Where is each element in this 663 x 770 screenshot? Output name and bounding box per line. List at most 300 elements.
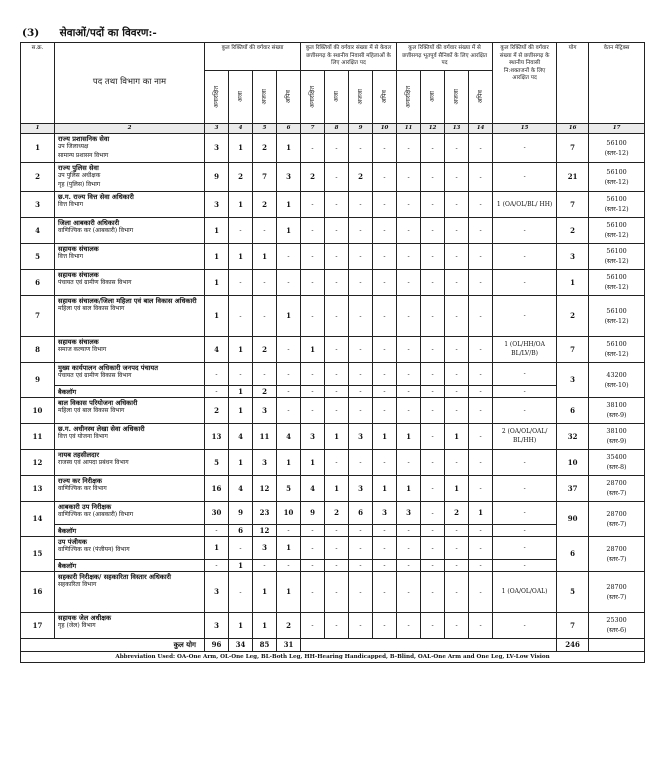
- vacancy-value: -: [349, 536, 373, 559]
- row-total: 10: [557, 449, 589, 475]
- serial-number: 1: [21, 133, 55, 162]
- serial-number: 17: [21, 612, 55, 638]
- vacancy-value: -: [325, 362, 349, 385]
- vacancy-value: 1: [229, 612, 253, 638]
- column-number: 4: [229, 123, 253, 133]
- pay-level: (स्तर-10): [604, 380, 629, 389]
- vacancy-value: 7: [253, 162, 277, 191]
- vacancy-value: -: [373, 269, 397, 295]
- serial-number: 9: [21, 362, 55, 397]
- serial-number: 16: [21, 571, 55, 612]
- row-total: 2: [557, 295, 589, 336]
- abbreviation-note: Abbreviation Used: OA-One Arm, OL-One Leg, BL-Both Leg, HH-Hearing Handicapped, B-Blind, OAL-One Arm and One Leg, LV-Low Vision: [21, 651, 645, 662]
- backlog-value: 12: [253, 524, 277, 536]
- vacancy-value: -: [421, 397, 445, 423]
- vacancy-value: 1: [373, 475, 397, 501]
- vacancy-value: -: [349, 133, 373, 162]
- vacancy-value: -: [397, 133, 421, 162]
- backlog-value: -: [421, 385, 445, 397]
- vacancy-value: -: [301, 397, 325, 423]
- exarmy-vacancy-header: कुल रिक्तियों की वर्गवार संख्या में से छत्तीसगढ़ भूतपूर्व सैनिकों के लिए आरक्षित पद: [397, 43, 493, 71]
- pay-level: (स्तर-8): [606, 463, 627, 471]
- vacancy-value: -: [373, 295, 397, 336]
- vacancy-value: -: [397, 362, 421, 385]
- vacancy-value: -: [277, 243, 301, 269]
- vacancy-value: 4: [205, 336, 229, 362]
- vacancy-value: -: [229, 269, 253, 295]
- pay-level: (स्तर-7): [606, 519, 627, 528]
- vacancy-value: 3: [253, 536, 277, 559]
- backlog-value: -: [445, 559, 469, 571]
- post-title: आबकारी उप निरीक्षक: [58, 502, 112, 511]
- vacancy-value: -: [325, 571, 349, 612]
- disabled-vacancy: -: [493, 217, 557, 243]
- post-cell: [55, 162, 205, 191]
- vacancy-value: 1: [205, 243, 229, 269]
- pay-level: (स्तर-7): [606, 489, 627, 497]
- vacancy-value: -: [349, 571, 373, 612]
- post-title: राज्य पुलिस सेवा: [58, 163, 99, 172]
- cat-header: अनारक्षित: [301, 70, 325, 123]
- serial-number: 14: [21, 501, 55, 536]
- backlog-value: 2: [253, 385, 277, 397]
- vacancy-value: -: [421, 612, 445, 638]
- table-body: [21, 133, 645, 638]
- vacancy-value: -: [301, 362, 325, 385]
- vacancy-value: 1: [325, 423, 349, 449]
- post-department: पंचायत एवं ग्रामीण विकास विभाग: [58, 279, 132, 287]
- pay-level: (स्तर-6): [606, 626, 627, 634]
- post-title: राज्य कर निरीक्षक: [58, 476, 102, 485]
- vacancy-value: -: [421, 362, 445, 385]
- post-department: वाणिज्यिक कर (पंजीयन) विभाग: [58, 546, 130, 554]
- vacancy-value: 1: [205, 295, 229, 336]
- disabled-vacancy: -: [493, 295, 557, 336]
- cat-header: अपिव: [373, 70, 397, 123]
- table-row: [21, 571, 645, 612]
- vacancy-value: 1: [445, 475, 469, 501]
- sno-header: स.क्र.: [21, 43, 55, 124]
- backlog-value: -: [397, 524, 421, 536]
- pay-amount: 56100: [606, 138, 627, 147]
- serial-number: 10: [21, 397, 55, 423]
- post-cell: [55, 475, 205, 501]
- vacancy-value: 1: [229, 397, 253, 423]
- vacancy-value: -: [373, 397, 397, 423]
- vacancy-value: -: [445, 362, 469, 385]
- vacancy-value: -: [205, 362, 229, 385]
- vacancy-value: -: [349, 217, 373, 243]
- table-row: [21, 501, 645, 524]
- vacancy-value: -: [349, 243, 373, 269]
- backlog-value: -: [469, 524, 493, 536]
- vacancy-value: -: [349, 336, 373, 362]
- post-department: महिला एवं बाल विकास विभाग: [58, 305, 125, 313]
- table-row: [21, 191, 645, 217]
- vacancy-value: 3: [205, 133, 229, 162]
- row-total: 7: [557, 612, 589, 638]
- vacancy-value: -: [397, 536, 421, 559]
- pay-matrix: [589, 571, 645, 612]
- backlog-value: -: [421, 559, 445, 571]
- backlog-value: -: [445, 524, 469, 536]
- section-title: सेवाओं/पदों का विवरण:-: [59, 27, 157, 39]
- vacancy-value: -: [397, 269, 421, 295]
- vacancy-table: [20, 42, 645, 663]
- vacancy-value: 2: [229, 162, 253, 191]
- table-row: [21, 449, 645, 475]
- column-number: 12: [421, 123, 445, 133]
- backlog-value: -: [205, 524, 229, 536]
- vacancy-value: -: [349, 397, 373, 423]
- pay-level: (स्तर-7): [606, 592, 627, 601]
- vacancy-value: -: [469, 336, 493, 362]
- pay-level: (स्तर-12): [604, 350, 629, 358]
- post-department: सामान्य प्रशासन विभाग: [58, 151, 109, 159]
- vacancy-value: -: [349, 269, 373, 295]
- backlog-value: -: [277, 385, 301, 397]
- vacancy-value: -: [229, 295, 253, 336]
- row-total: 6: [557, 536, 589, 571]
- table-row: [21, 133, 645, 162]
- pay-level: (स्तर-12): [604, 257, 629, 265]
- vacancy-value: -: [325, 133, 349, 162]
- backlog-value: 6: [229, 524, 253, 536]
- vacancy-value: -: [397, 191, 421, 217]
- vacancy-value: -: [277, 336, 301, 362]
- pay-matrix: [589, 501, 645, 536]
- row-total: 5: [557, 571, 589, 612]
- post-cell: [55, 336, 205, 362]
- post-cell: [55, 612, 205, 638]
- backlog-value: -: [277, 559, 301, 571]
- disabled-vacancy: -: [493, 612, 557, 638]
- cat-header: अजजा: [253, 70, 277, 123]
- vacancy-value: -: [397, 571, 421, 612]
- table-row: [21, 243, 645, 269]
- vacancy-value: 1: [277, 449, 301, 475]
- vacancy-value: 3: [349, 475, 373, 501]
- table-row: [21, 162, 645, 191]
- total-value: 96: [205, 638, 229, 651]
- serial-number: 11: [21, 423, 55, 449]
- vacancy-value: -: [301, 571, 325, 612]
- post-cell: [55, 362, 205, 385]
- cat-header: अपिव: [277, 70, 301, 123]
- total-value: 31: [277, 638, 301, 651]
- disabled-vacancy-header: कुल रिक्तियों की वर्गवार संख्या में से छत्तीसगढ़ के स्थानीय निवासी नि:शक्तजनों के लिए आरक्षित पद: [493, 43, 557, 124]
- backlog-value: -: [301, 559, 325, 571]
- vacancy-value: -: [229, 571, 253, 612]
- serial-number: 15: [21, 536, 55, 571]
- vacancy-value: -: [325, 397, 349, 423]
- vacancy-value: 4: [277, 423, 301, 449]
- pay-matrix: [589, 336, 645, 362]
- row-total: 2: [557, 217, 589, 243]
- pay-matrix: [589, 362, 645, 397]
- vacancy-value: 1: [277, 217, 301, 243]
- vacancy-value: -: [253, 362, 277, 385]
- pay-matrix: [589, 423, 645, 449]
- vacancy-value: 1: [397, 475, 421, 501]
- post-title: नायब तहसीलदार: [58, 450, 100, 459]
- vacancy-value: 1: [301, 449, 325, 475]
- total-value: 34: [229, 638, 253, 651]
- pay-matrix: [589, 162, 645, 191]
- vacancy-value: 4: [229, 423, 253, 449]
- vacancy-value: -: [301, 243, 325, 269]
- vacancy-value: -: [373, 362, 397, 385]
- post-title: मुख्य कार्यपालन अधिकारी जनपद पंचायत: [58, 363, 158, 372]
- vacancy-value: 2: [277, 612, 301, 638]
- disabled-vacancy: -: [493, 362, 557, 385]
- pay-amount: 56100: [606, 247, 627, 255]
- backlog-value: -: [349, 559, 373, 571]
- column-number: 6: [277, 123, 301, 133]
- vacancy-value: 1: [229, 449, 253, 475]
- pay-amount: 38100: [606, 401, 627, 409]
- vacancy-value: -: [421, 475, 445, 501]
- post-title: बाल विकास परियोजना अधिकारी: [58, 398, 138, 407]
- vacancy-value: -: [301, 133, 325, 162]
- vacancy-value: 9: [229, 501, 253, 524]
- vacancy-value: -: [421, 217, 445, 243]
- vacancy-value: -: [469, 612, 493, 638]
- post-title: सहायक संचालक/जिला महिला एवं बाल विकास अधिकारी: [58, 296, 197, 305]
- serial-number: 2: [21, 162, 55, 191]
- vacancy-value: 1: [277, 191, 301, 217]
- post-title: छ.ग. राज्य वित्त सेवा अधिकारी: [58, 192, 134, 201]
- post-title: राज्य प्रशासनिक सेवा: [58, 134, 110, 143]
- header-row-1: [21, 43, 645, 71]
- vacancy-value: 1: [253, 243, 277, 269]
- vacancy-value: 2: [445, 501, 469, 524]
- vacancy-value: -: [421, 243, 445, 269]
- vacancy-value: 1: [277, 571, 301, 612]
- vacancy-value: -: [469, 295, 493, 336]
- backlog-value: -: [469, 559, 493, 571]
- post-cell: [55, 449, 205, 475]
- pay-level: (स्तर-12): [604, 205, 629, 213]
- post-subtitle: उप जिलाध्यक्ष: [58, 143, 89, 151]
- backlog-value: -: [205, 385, 229, 397]
- serial-number: 8: [21, 336, 55, 362]
- vacancy-value: -: [445, 269, 469, 295]
- post-department: वाणिज्यिक कर (आबकारी) विभाग: [58, 511, 134, 519]
- table-row: [21, 397, 645, 423]
- vacancy-value: 1: [325, 475, 349, 501]
- vacancy-value: -: [469, 162, 493, 191]
- vacancy-value: -: [373, 536, 397, 559]
- post-department: राजस्व एवं आपदा प्रबंधन विभाग: [58, 459, 129, 467]
- vacancy-value: 30: [205, 501, 229, 524]
- post-cell: [55, 423, 205, 449]
- pay-level: (स्तर-7): [606, 554, 627, 563]
- vacancy-value: -: [469, 423, 493, 449]
- column-number: 3: [205, 123, 229, 133]
- vacancy-value: -: [445, 397, 469, 423]
- vacancy-value: -: [325, 269, 349, 295]
- vacancy-value: -: [397, 217, 421, 243]
- backlog-value: -: [301, 524, 325, 536]
- column-number: 7: [301, 123, 325, 133]
- backlog-label: बैकलॉग: [55, 559, 205, 571]
- post-department: वाणिज्यिक कर (आबकारी) विभाग: [58, 227, 134, 235]
- vacancy-value: 1: [253, 571, 277, 612]
- table-row: [21, 295, 645, 336]
- column-number-row: [21, 123, 645, 133]
- post-title: सहायक संचालक: [58, 337, 99, 346]
- vacancy-value: -: [397, 162, 421, 191]
- pay-matrix: [589, 133, 645, 162]
- vacancy-value: 2: [325, 501, 349, 524]
- pay-matrix: [589, 243, 645, 269]
- vacancy-value: -: [277, 397, 301, 423]
- vacancy-value: -: [397, 243, 421, 269]
- vacancy-value: 2: [253, 336, 277, 362]
- vacancy-value: -: [373, 449, 397, 475]
- pay-matrix: [589, 612, 645, 638]
- vacancy-value: -: [325, 449, 349, 475]
- post-title: सहायक संचालक: [58, 270, 99, 279]
- vacancy-value: -: [325, 336, 349, 362]
- pay-matrix: [589, 191, 645, 217]
- backlog-row: [21, 524, 645, 536]
- section-number: (3): [22, 27, 40, 39]
- pay-level: (स्तर-9): [606, 437, 627, 445]
- post-department: गृह (पुलिस) विभाग: [58, 180, 101, 188]
- vacancy-value: 3: [253, 397, 277, 423]
- row-total: 21: [557, 162, 589, 191]
- pay-level: (स्तर-12): [604, 177, 629, 186]
- column-number: 9: [349, 123, 373, 133]
- row-total: 3: [557, 362, 589, 397]
- vacancy-value: -: [349, 612, 373, 638]
- vacancy-value: -: [373, 571, 397, 612]
- cat-header: अनारक्षित: [397, 70, 421, 123]
- vacancy-value: -: [397, 612, 421, 638]
- backlog-value: -: [349, 385, 373, 397]
- vacancy-value: -: [445, 191, 469, 217]
- women-vacancy-header: कुल रिक्तियों की वर्गवार संख्या में से केवल छत्तीसगढ़ के स्थानीय निवासी महिलाओं के लिए आरक्षित पद: [301, 43, 397, 71]
- cat-header: अजजा: [349, 70, 373, 123]
- row-total: 7: [557, 191, 589, 217]
- disabled-vacancy: 1 (OL/HH/OA BL/LV/B): [493, 336, 557, 362]
- vacancy-value: 3: [373, 501, 397, 524]
- table-row: [21, 612, 645, 638]
- totals-row: [21, 638, 645, 651]
- vacancy-value: 3: [349, 423, 373, 449]
- vacancy-value: 23: [253, 501, 277, 524]
- post-subtitle: उप पुलिस अधीक्षक: [58, 172, 101, 180]
- section-heading: [22, 26, 157, 40]
- total-vacancy-header: कुल रिक्तियों की वर्गवार संख्या: [205, 43, 301, 71]
- column-number: 17: [589, 123, 645, 133]
- backlog-value: -: [325, 559, 349, 571]
- post-cell: [55, 397, 205, 423]
- disabled-vacancy: 2 (OA/OL/OAL/ BL/HH): [493, 423, 557, 449]
- vacancy-value: 1: [229, 336, 253, 362]
- column-number: 2: [55, 123, 205, 133]
- row-total: 3: [557, 243, 589, 269]
- vacancy-value: -: [349, 449, 373, 475]
- disabled-vacancy: 1 (OA/OL/BL/ HH): [493, 191, 557, 217]
- vacancy-value: -: [325, 295, 349, 336]
- serial-number: 7: [21, 295, 55, 336]
- cat-header: अजा: [325, 70, 349, 123]
- backlog-disabled: -: [493, 524, 557, 536]
- disabled-vacancy: -: [493, 449, 557, 475]
- backlog-disabled: -: [493, 385, 557, 397]
- row-total: 37: [557, 475, 589, 501]
- post-title: उप पंजीयक: [58, 537, 87, 546]
- disabled-vacancy: -: [493, 162, 557, 191]
- post-cell: [55, 133, 205, 162]
- cat-header: अजजा: [445, 70, 469, 123]
- vacancy-value: 2: [253, 191, 277, 217]
- serial-number: 4: [21, 217, 55, 243]
- vacancy-value: 9: [301, 501, 325, 524]
- vacancy-value: -: [397, 397, 421, 423]
- row-total: 7: [557, 133, 589, 162]
- vacancy-value: -: [421, 295, 445, 336]
- vacancy-value: -: [469, 133, 493, 162]
- vacancy-value: -: [445, 217, 469, 243]
- disabled-vacancy: -: [493, 243, 557, 269]
- pay-amount: 56100: [606, 167, 627, 176]
- post-cell: [55, 501, 205, 524]
- disabled-vacancy: -: [493, 536, 557, 559]
- vacancy-value: -: [445, 612, 469, 638]
- vacancy-value: -: [325, 217, 349, 243]
- vacancy-value: -: [469, 269, 493, 295]
- disabled-vacancy: -: [493, 501, 557, 524]
- vacancy-value: 5: [205, 449, 229, 475]
- backlog-value: -: [325, 385, 349, 397]
- vacancy-value: -: [325, 612, 349, 638]
- vacancy-value: 1: [229, 191, 253, 217]
- vacancy-value: 1: [253, 612, 277, 638]
- serial-number: 6: [21, 269, 55, 295]
- vacancy-value: -: [469, 397, 493, 423]
- vacancy-value: -: [469, 217, 493, 243]
- vacancy-value: -: [229, 217, 253, 243]
- post-title: सहायक संचालक: [58, 244, 99, 253]
- vacancy-value: 16: [205, 475, 229, 501]
- post-department: महिला एवं बाल विकास विभाग: [58, 407, 125, 415]
- grand-total: 246: [557, 638, 589, 651]
- vacancy-value: -: [445, 133, 469, 162]
- vacancy-value: 5: [277, 475, 301, 501]
- table-row: [21, 217, 645, 243]
- vacancy-value: 6: [349, 501, 373, 524]
- pay-amount: 28700: [606, 582, 627, 591]
- disabled-vacancy: -: [493, 269, 557, 295]
- pay-matrix: [589, 475, 645, 501]
- vacancy-value: -: [325, 191, 349, 217]
- column-number: 11: [397, 123, 421, 133]
- post-department: वित्त विभाग: [58, 253, 83, 261]
- post-department: गृह (जेल) विभाग: [58, 622, 96, 630]
- vacancy-value: -: [373, 217, 397, 243]
- vacancy-value: -: [301, 612, 325, 638]
- vacancy-value: 4: [229, 475, 253, 501]
- vacancy-value: -: [325, 243, 349, 269]
- backlog-label: बैकलॉग: [55, 524, 205, 536]
- vacancy-value: 1: [277, 133, 301, 162]
- vacancy-value: 10: [277, 501, 301, 524]
- vacancy-value: -: [421, 423, 445, 449]
